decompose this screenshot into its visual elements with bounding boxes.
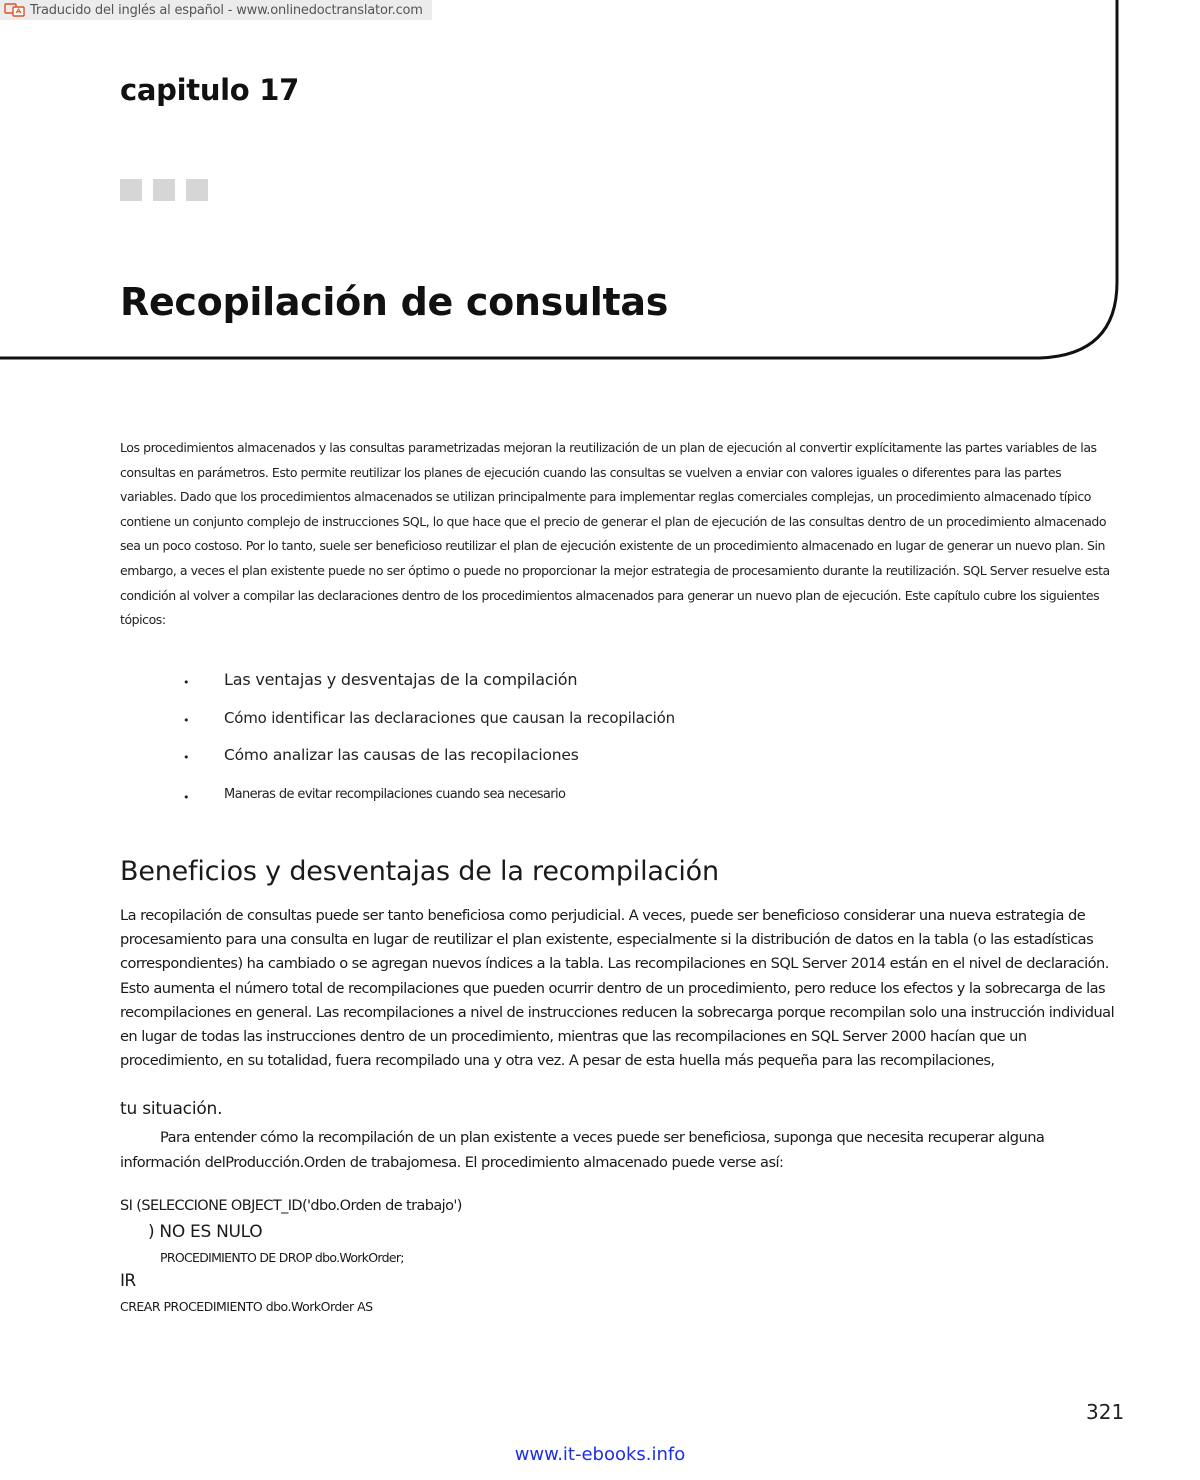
section-paragraph: La recopilación de consultas puede ser tanto beneficiosa como perjudicial. A veces, puede ser beneficioso considerar una nueva estrategia de procesamiento para una consulta en lugar de reutilizar el plan existente, especialmente si la distribución de datos en la tabla (o las estadísticas correspondientes) ha cambiado o se agregan nuevos índices a la tabla. Las recompilaciones en SQL Server 2014 están en el nivel de declaración. Esto aumenta el número total de recompilaciones que pueden ocurrir dentro de un procedimiento, pero reduce los efectos y la sobrecarga de las recompilaciones en general. Las recompilaciones a nivel de instrucciones reducen la sobrecarga porque recompilan solo una instrucción individual en lugar de todas las instrucciones dentro de un procedimiento, mientras que las recompilaciones en SQL Server 2000 hacían que un procedimiento, en su totalidad, fuera recompilado una y otra vez. A pesar de esta huella más pequeña para las recompilaciones, [120,907,1115,1070]
situation-line: tu situación. [120,1099,223,1119]
chapter-title: Recopilación de consultas [120,280,669,324]
list-item: • Cómo analizar las causas de las recopilaciones [180,741,675,781]
decorative-squares [120,179,208,201]
decorative-square [120,179,142,201]
topic-list [180,666,675,811]
page-number: 321 [1086,1400,1125,1424]
code-line: CREAR PROCEDIMIENTO dbo.WorkOrder AS [120,1299,373,1314]
code-line: IR [120,1271,136,1291]
intro-paragraph: Los procedimientos almacenados y las consultas parametrizadas mejoran la reutilización de un plan de ejecución al convertir explícitamente las partes variables de las consultas en parámetros. Esto permite reutilizar los planes de ejecución cuando las consultas se vuelven a enviar con valores iguales o diferentes para las partes variables. Dado que los procedimientos almacenados se utilizan principalmente para implementar reglas comerciales complejas, un procedimiento almacenado típico contiene un conjunto complejo de instrucciones SQL, lo que hace que el precio de generar el plan de ejecución de las consultas dentro de un procedimiento almacenado sea un poco costoso. Por lo tanto, suele ser beneficioso reutilizar el plan de ejecución existente de un procedimiento almacenado en lugar de generar un nuevo plan. Sin embargo, a veces el plan existente puede no ser óptimo o puede no proporcionar la mejor estrategia de procesamiento durante la reutilización. SQL Server resuelve esta condición al volver a compilar las declaraciones dentro de los procedimientos almacenados para generar un nuevo plan de ejecución. Este capítulo cubre los siguientes tópicos: [120,440,1110,628]
footer-link[interactable]: www.it-ebooks.info [514,1444,686,1465]
list-item: • Las ventajas y desventajas de la compilación [180,666,675,704]
decorative-square [186,179,208,201]
chapter-label: capitulo 17 [120,73,299,107]
code-line: PROCEDIMIENTO DE DROP dbo.WorkOrder; [160,1250,404,1265]
section-heading: Beneficios y desventajas de la recompilación [120,856,719,887]
list-item: • Cómo identificar las declaraciones que causan la recopilación [180,704,675,741]
translation-banner-text: Traducido del inglés al español - www.onlinedoctranslator.com [30,2,423,18]
decorative-square [153,179,175,201]
section-paragraph-2: Para entender cómo la recompilación de un plan existente a veces puede ser beneficiosa, suponga que necesita recuperar alguna información delProducción.Orden de trabajomesa. El procedimiento almacenado puede verse así: [120,1129,1045,1171]
list-item: • Maneras de evitar recompilaciones cuando sea necesario [180,781,675,811]
code-line: ) NO ES NULO [148,1222,263,1242]
code-line: SI (SELECCIONE OBJECT_ID('dbo.Orden de trabajo') [120,1198,462,1214]
